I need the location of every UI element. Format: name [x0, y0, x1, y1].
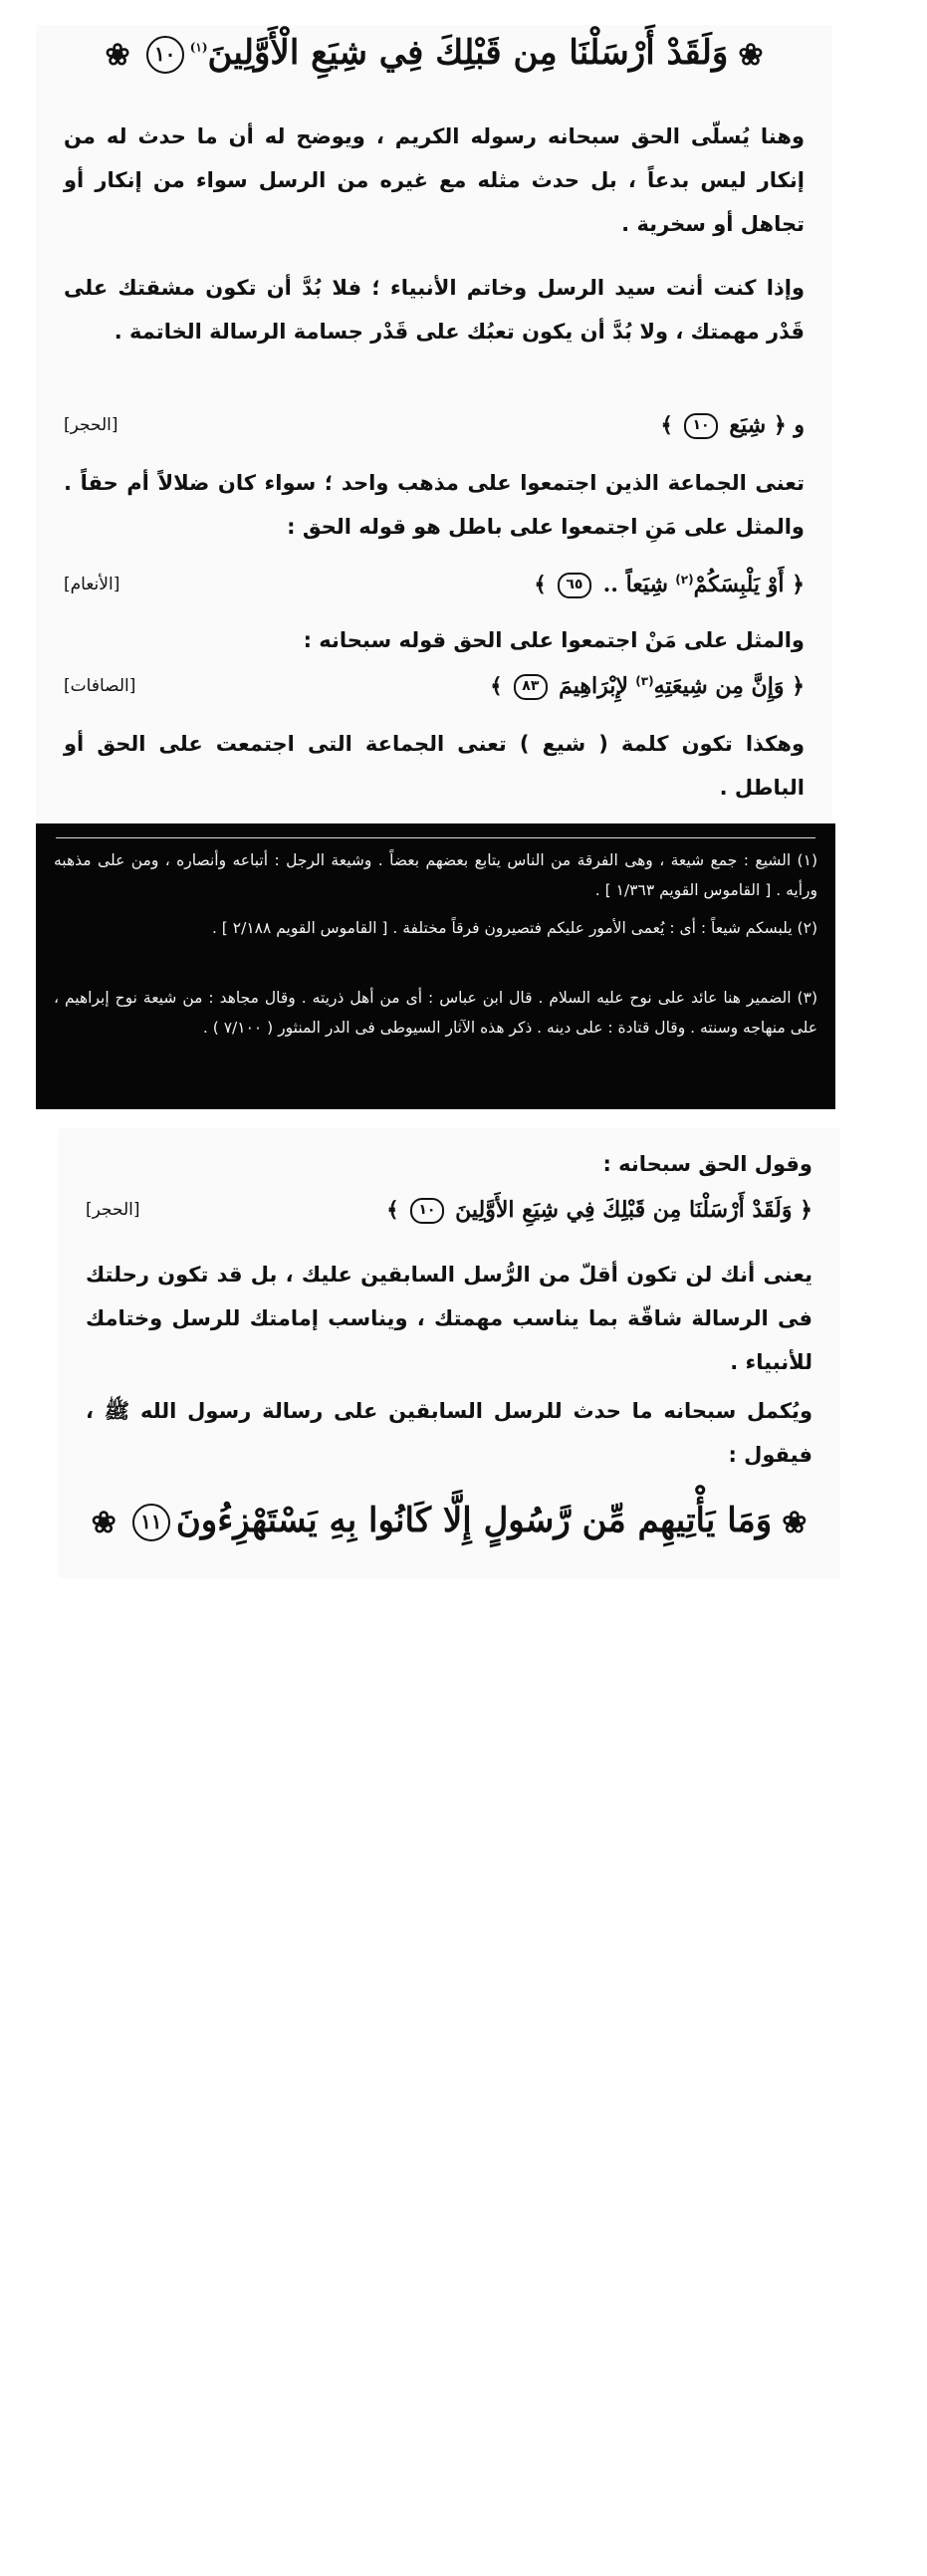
footnote-divider — [56, 837, 815, 838]
ornament-left-icon: ❀ — [105, 37, 130, 73]
verse-line-text: ﴿ أَوْ يَلْبِسَكُمْ$^{(٢)}$ شِيَعاً .. ٦٥ ﴾ — [534, 571, 805, 597]
footnotes-box — [36, 823, 835, 1109]
ayah-number: ١٠ — [410, 1198, 444, 1224]
paragraph-1: وهنا يُسلّى الحق سبحانه رسوله الكريم ، ويوضح له أن ما حدث له من إنكار ليس بدعاً ، بل حدث مثله مع غيره من الرسل سواء من إنكار أو تجاهل أو سخرية . — [64, 124, 805, 236]
verse-banner — [36, 33, 832, 74]
ayah-number: ٨٣ — [514, 674, 548, 700]
verse-line-shiya — [64, 403, 805, 447]
paragraph-4: تعنى الجماعة الذين اجتمعوا على مذهب واحد ؛ سواء كان ضلالاً أم حقاً . والمثل على مَنِ اجتمعوا على باطل هو قوله الحق : — [64, 471, 805, 539]
ornament-right-icon: ❀ — [738, 37, 764, 73]
verse-line-anaam — [64, 563, 805, 606]
ayah-number: ١٠ — [684, 413, 718, 439]
ayah-number: ١٠ — [146, 36, 184, 74]
verse-line-hijr — [86, 1188, 812, 1232]
verse-text: وَلَقَدْ أَرْسَلْنَا مِن قَبْلِكَ فِي شِيَعِ الْأَوَّلِينَ — [207, 33, 729, 73]
surah-name: [الصافات] — [64, 676, 136, 696]
surah-name: [الحجر] — [86, 1200, 140, 1220]
footnote-marker: (١) — [189, 40, 208, 55]
ornament-right-icon: ❀ — [782, 1505, 808, 1540]
paragraph-3: يعنى أنك لن تكون أقلّ من الرُّسل السابقين عليك ، بل قد تكون رحلتك فى الرسالة شاقّة بما يناسب مهمتك ، ويناسب إمامتك للرسل وختامك للأنبياء . — [86, 1263, 812, 1374]
verse-line-text: ﴿ وَلَقَدْ أَرْسَلْنَا مِن قَبْلِكَ فِي شِيَعِ الأَوَّلِينَ ١٠ ﴾ — [386, 1196, 812, 1223]
page-upper — [36, 25, 832, 823]
page-lower — [58, 1128, 840, 1578]
paragraph-4: ويُكمل سبحانه ما حدث للرسل السابقين على رسالة رسول الله ﷺ ، فيقول : — [86, 1399, 812, 1467]
footnote-2: (٢) يلبسكم شيعاً : أى : يُعمى الأمور عليكم فتصيرون فرقاً مختلفة . [ القاموس القويم ٢/١٨٨ ] . — [211, 919, 817, 937]
surah-name: [الحجر] — [64, 415, 118, 435]
verse-line-text: و ﴿ شِيَع ١٠ ﴾ — [660, 411, 805, 438]
footnote-3: (٣) الضمير هنا عائد على نوح عليه السلام . قال ابن عباس : أى من أهل ذريته . وقال مجاهد : من شيعة نوح إبراهيم ، على منهاجه وسنته . وقال قتادة : على دينه . ذكر هذه الآثار السيوطى فى الدر المنثور ( ٧/١٠٠ ) . — [54, 989, 817, 1037]
ayah-number: ٦٥ — [558, 573, 591, 598]
verse-line-text: ﴿ وَإِنَّ مِن شِيعَتِهِ$^{(٣)}$ لإِبْرَاهِيمَ ٨٣ ﴾ — [490, 672, 805, 699]
verse-text: وَمَا يَأْتِيهِم مِّن رَّسُولٍ إِلَّا كَانُوا بِهِ يَسْتَهْزِءُونَ — [175, 1501, 773, 1540]
ayah-number: ١١ — [132, 1504, 170, 1541]
surah-name: [الأنعام] — [64, 575, 120, 594]
footnote-1: (١) الشيع : جمع شيعة ، وهى الفرقة من الناس يتابع بعضهم بعضاً . وشيعة الرجل : أتباعه وأنصاره ، ومن على مذهبه ورأيه . [ القاموس القويم ١/٣٦٣ ] . — [54, 851, 817, 899]
paragraph-2: وإذا كنت أنت سيد الرسل وخاتم الأنبياء ؛ فلا بُدَّ أن تكون مشقتك على قَدْر مهمتك ، ولا بُدَّ أن يكون تعبُك على قَدْر جسامة الرسالة الخاتمة . — [64, 276, 805, 344]
ornament-left-icon: ❀ — [91, 1505, 116, 1540]
paragraph-8: وهكذا تكون كلمة ( شيع ) تعنى الجماعة التى اجتمعت على الحق أو الباطل . — [64, 732, 805, 800]
verse-line-saffat — [64, 664, 805, 708]
paragraph-6: والمثل على مَنْ اجتمعوا على الحق قوله سبحانه : — [303, 628, 805, 652]
paragraph-intro: وقول الحق سبحانه : — [602, 1152, 812, 1176]
verse-banner — [58, 1501, 840, 1541]
